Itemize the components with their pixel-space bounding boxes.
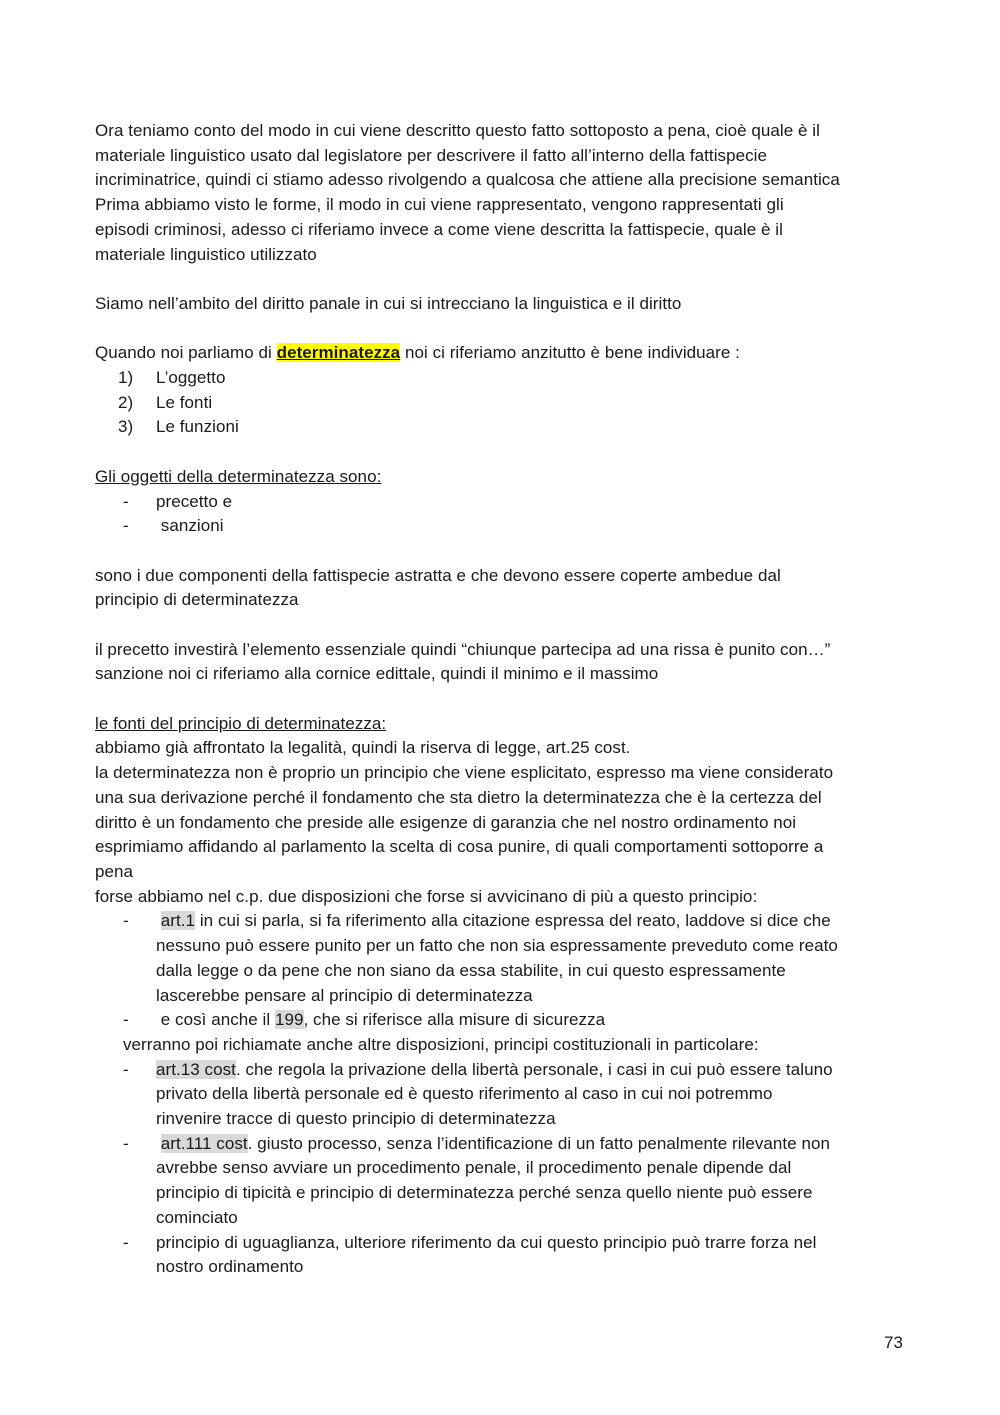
heading-fonti: le fonti del principio di determinatezza: [95, 713, 387, 733]
text-line: abbiamo già affrontato la legalità, quindi la riserva di legge, art.25 cost. [95, 738, 631, 758]
list-item: - art.1 in cui si parla, si fa riferimento alla citazione espressa del reato, laddove si dice che nessuno può essere punito per un fatto che non sia espressamente preveduto come reato dalla legge o da pene che non siano da essa stabilite, in cui questo espressamente lascerebbe pensare al principio di determinatezza [123, 911, 838, 1005]
article-ref: 199 [274, 1010, 304, 1030]
text-line: il precetto investirà l’elemento essenziale quindi “chiunque partecipa ad una rissa è punito con…” [95, 639, 831, 659]
cp-list [95, 909, 915, 1033]
list-item: - principio di uguaglianza, ulteriore riferimento da cui questo principio può trarre forza nel nostro ordinamento [123, 1232, 817, 1277]
article-ref: art.13 cost [156, 1059, 236, 1079]
list-item: - art.13 cost. che regola la privazione della libertà personale, i casi in cui può essere taluno privato della libertà personale ed è questo riferimento al caso in cui noi potremmo rinvenire tracce di questo principio di determinatezza [123, 1059, 833, 1129]
article-ref: art.111 cost [160, 1133, 248, 1153]
page-number: 73 [884, 1333, 903, 1352]
list-item: - e così anche il 199, che si riferisce alla misure di sicurezza [123, 1010, 606, 1030]
text-line: forse abbiamo nel c.p. due disposizioni che forse si avvicinano di più a questo principio: [95, 886, 758, 906]
highlighted-term: determinatezza [276, 343, 401, 363]
oggetti-list [95, 490, 915, 539]
text-line: diritto è un fondamento che preside alle esigenze di garanzia che nel nostro ordinamento noi [95, 812, 797, 832]
list-item: 1) L’oggetto [118, 368, 226, 387]
text-line: esprimiamo affidando al parlamento la scelta di cosa punire, di quali comportamenti sottoporre a [95, 837, 824, 857]
document-page [95, 119, 915, 1280]
text-line: sanzione noi ci riferiamo alla cornice edittale, quindi il minimo e il massimo [95, 664, 659, 684]
numbered-list [95, 366, 915, 440]
list-item: - precetto e [123, 491, 233, 511]
paragraph-precetto [95, 638, 915, 687]
text-line: sono i due componenti della fattispecie astratta e che devono essere coperte ambedue dal [95, 565, 781, 585]
article-ref: art.1 [160, 911, 196, 931]
text-line: materiale linguistico utilizzato [95, 244, 317, 264]
text-line: Ora teniamo conto del modo in cui viene descritto questo fatto sottoposto a pena, cioè quale è il [95, 121, 820, 140]
text-line: principio di determinatezza [95, 590, 299, 610]
paragraph-intro [95, 119, 915, 267]
list-item: - sanzioni [123, 516, 224, 536]
paragraph-fonti [95, 736, 915, 909]
heading-oggetti: Gli oggetti della determinatezza sono: [95, 466, 382, 486]
text-line: Prima abbiamo visto le forme, il modo in cui viene rappresentato, vengono rappresentati gli [95, 195, 784, 215]
list-item: 3) Le funzioni [118, 417, 239, 437]
list-item: 2) Le fonti [118, 392, 213, 412]
list-item: - art.111 cost. giusto processo, senza l’identificazione di un fatto penalmente rilevante non avrebbe senso avviare un procedimento penale, il procedimento penale dipende dal principio di tipicità e principio di determinatezza perché senza quello niente può essere cominciato [123, 1133, 830, 1227]
paragraph-verranno: verranno poi richiamate anche altre disposizioni, principi costituzionali in particolare: [123, 1034, 759, 1054]
text-line: episodi criminosi, adesso ci riferiamo invece a come viene descritta la fattispecie, quale è il [95, 219, 783, 239]
cost-list [95, 1058, 915, 1280]
text-line: materiale linguistico usato dal legislatore per descrivere il fatto all’interno della fattispecie [95, 145, 767, 165]
paragraph-componenti [95, 564, 915, 613]
text-line: incriminatrice, quindi ci stiamo adesso rivolgendo a qualcosa che attiene alla precisione semantica [95, 170, 840, 190]
paragraph-ambito: Siamo nell’ambito del diritto panale in cui si intrecciano la linguistica e il diritto [95, 293, 682, 313]
text-line: una sua derivazione perché il fondamento che sta dietro la determinatezza che è la certezza del [95, 787, 822, 807]
paragraph-determinatezza: Quando noi parliamo di determinatezza noi ci riferiamo anzitutto è bene individuare : [95, 343, 740, 363]
text-line: pena [95, 862, 134, 881]
text-line: la determinatezza non è proprio un principio che viene esplicitato, espresso ma viene considerato [95, 763, 834, 783]
